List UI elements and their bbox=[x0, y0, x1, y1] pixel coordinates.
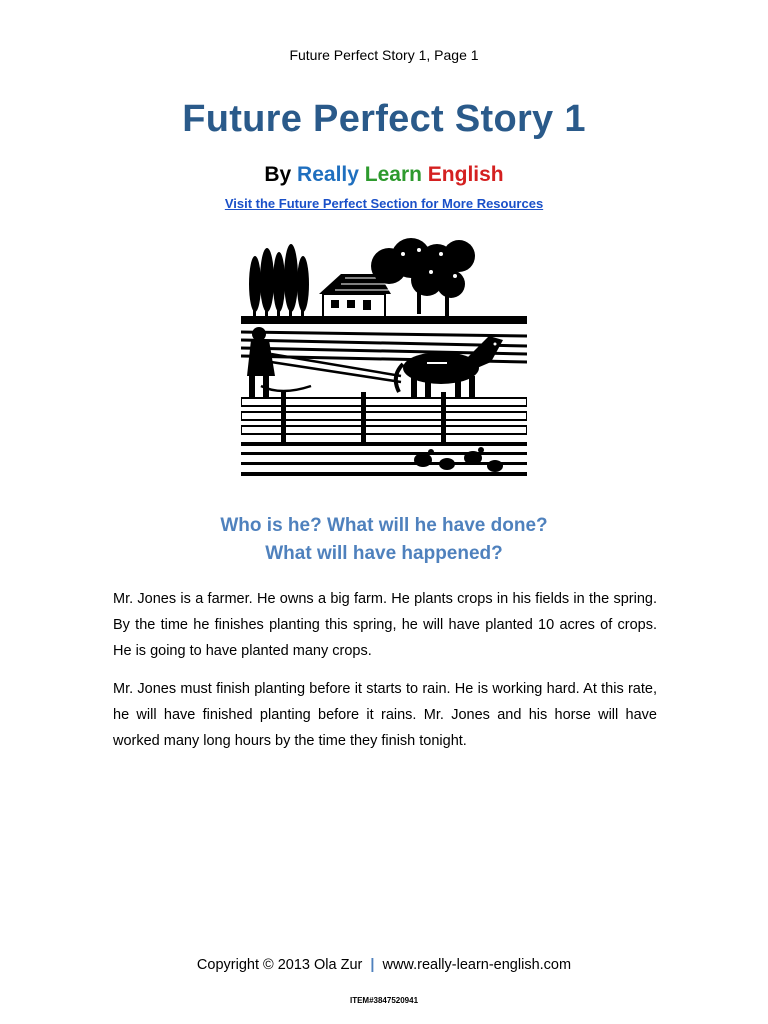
footer bbox=[0, 957, 768, 973]
byline-by: By bbox=[264, 163, 292, 186]
resources-link-container bbox=[0, 196, 768, 211]
resources-link[interactable]: Visit the Future Perfect Section for More Resources bbox=[224, 196, 544, 211]
story-paragraph-2: Mr. Jones must finish planting before it starts to rain. He is working hard. At this rate, he will have finished planting before it rains. Mr. Jones and his horse will have worked many long hours by the time they finish tonight. bbox=[113, 681, 657, 749]
byline-english: English bbox=[427, 163, 504, 186]
footer-separator: | bbox=[370, 957, 375, 973]
website-link[interactable]: www.really-learn-english.com bbox=[382, 957, 572, 973]
question-line-1: Who is he? What will he have done? bbox=[220, 515, 548, 536]
story-paragraph-1: Mr. Jones is a farmer. He owns a big farm. He plants crops in his fields in the spring. By the time he finishes planting this spring, he will have planted 10 acres of crops. He is going to have planted many crops. bbox=[113, 591, 657, 659]
running-head: Future Perfect Story 1, Page 1 bbox=[289, 47, 479, 63]
byline-learn: Learn bbox=[364, 163, 422, 186]
byline bbox=[0, 163, 768, 187]
copyright-text: Copyright © 2013 Ola Zur bbox=[196, 957, 363, 973]
page-title: Future Perfect Story 1 bbox=[182, 98, 586, 140]
farmer-plowing-icon bbox=[241, 236, 527, 484]
byline-really: Really bbox=[297, 163, 359, 186]
item-id: ITEM#3847520941 bbox=[349, 996, 419, 1005]
question-line-2: What will have happened? bbox=[265, 543, 503, 564]
farm-illustration bbox=[241, 236, 527, 484]
story-questions bbox=[0, 512, 768, 568]
